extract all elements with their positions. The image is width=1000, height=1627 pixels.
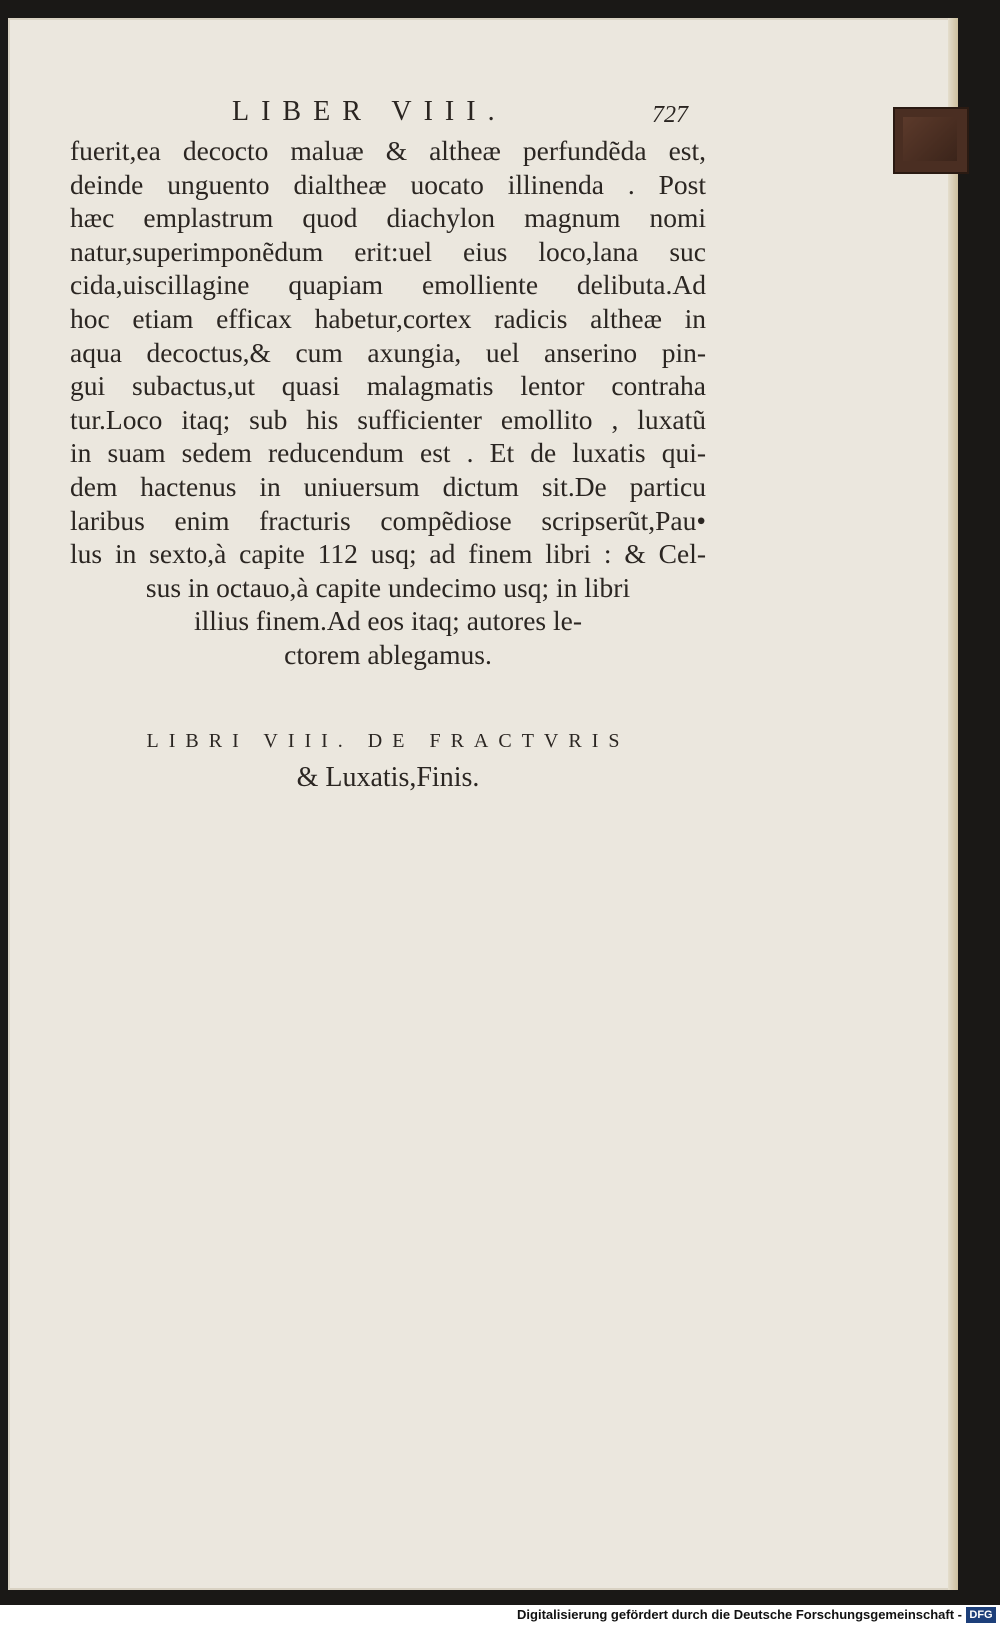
text-line: lus in sexto,à capite 112 usq; ad finem libri : & Cel- xyxy=(70,538,706,570)
text-line: natur,superimponẽdum erit:uel eius loco,lana suc xyxy=(70,235,706,267)
text-line: in suam sedem reducendum est . Et de luxatis qui- xyxy=(70,437,706,469)
text-line: dem hactenus in uniuersum dictum sit.De particu xyxy=(70,470,706,502)
text-line: ctorem ablegamus. xyxy=(284,638,492,670)
text-line: sus in octauo,à capite undecimo usq; in libri xyxy=(145,571,631,603)
text-line: hoc etiam efficax habetur,cortex radicis altheæ in xyxy=(70,302,706,334)
text-line: gui subactus,ut quasi malagmatis lentor contraha xyxy=(70,370,706,402)
text-line: laribus enim fracturis compẽdiose scripserũt,Pau• xyxy=(70,504,706,536)
colophon-subtitle: & Luxatis,Finis. xyxy=(296,762,480,793)
body-text xyxy=(70,134,706,672)
running-head xyxy=(0,96,1000,136)
text-line: deinde unguento dialtheæ uocato illinenda . Post xyxy=(70,168,706,200)
page-number: 727 xyxy=(652,102,688,128)
text-line: tur.Loco itaq; sub his sufficienter emollito , luxatũ xyxy=(70,403,706,435)
footer-bar xyxy=(0,1605,1000,1627)
text-line: hæc emplastrum quod diachylon magnum nomi xyxy=(70,202,706,234)
text-line: illius finem.Ad eos itaq; autores le- xyxy=(194,605,582,637)
text-line: cida,uiscillagine quapiam emolliente delibuta.Ad xyxy=(70,269,706,301)
running-title: LIBER VIII. xyxy=(232,96,507,127)
colophon-title: LIBRI VIII. DE FRACTVRIS xyxy=(146,730,630,752)
colophon xyxy=(70,724,706,798)
text-line: aqua decoctus,& cum axungia, uel anserino pin- xyxy=(70,336,706,368)
page-edge xyxy=(948,18,958,1590)
funding-credit: Digitalisierung gefördert durch die Deutsche Forschungsgemeinschaft - xyxy=(517,1607,962,1622)
dfg-logo: DFG xyxy=(966,1607,996,1623)
text-line: fuerit,ea decocto maluæ & altheæ perfundẽda est, xyxy=(70,135,706,166)
